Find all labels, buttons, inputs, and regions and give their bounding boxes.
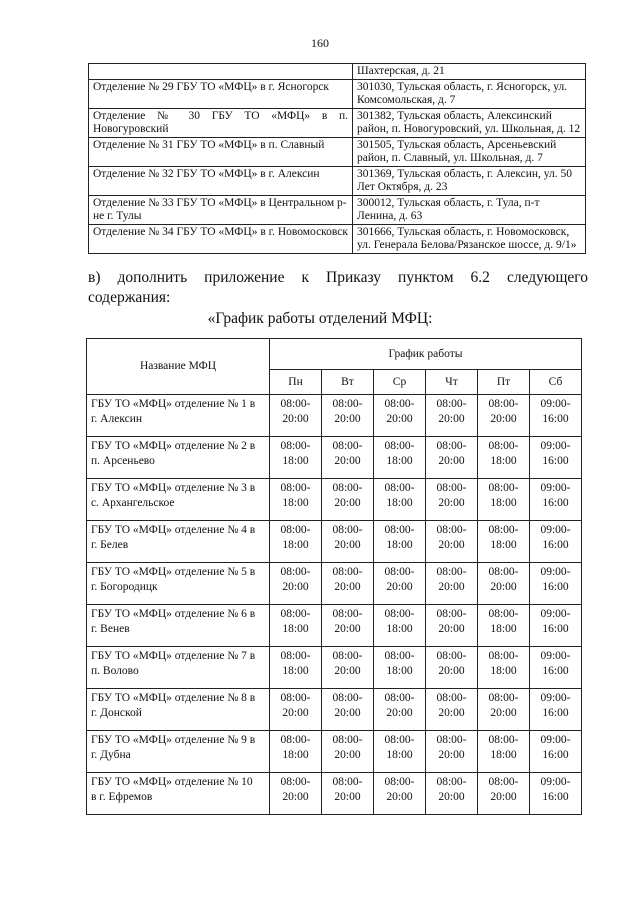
- schedule-time-cell: [426, 689, 478, 731]
- schedule-time-end: 20:00: [334, 539, 361, 551]
- schedule-time-end: 18:00: [490, 623, 517, 635]
- schedule-time-start: 08:00-: [488, 608, 519, 620]
- schedule-time-cell: [270, 563, 322, 605]
- schedule-time-end: 18:00: [282, 749, 309, 761]
- branch-name: Отделение № 32 ГБУ ТО «МФЦ» в г. Алексин: [89, 167, 353, 196]
- schedule-time-start: 08:00-: [332, 524, 363, 536]
- schedule-time-end: 20:00: [386, 581, 413, 593]
- schedule-time-cell: [374, 689, 426, 731]
- schedule-time-end: 20:00: [490, 707, 517, 719]
- schedule-day-header: Сб: [530, 370, 582, 395]
- branch-row: [89, 138, 586, 167]
- schedule-time-start: 08:00-: [488, 398, 519, 410]
- schedule-time-cell: [322, 731, 374, 773]
- schedule-time-start: 08:00-: [384, 734, 415, 746]
- schedule-time-end: 18:00: [490, 497, 517, 509]
- schedule-time-cell: [530, 437, 582, 479]
- schedule-time-start: 08:00-: [488, 482, 519, 494]
- branch-row: [89, 196, 586, 225]
- schedule-branch-name-line1: ГБУ ТО «МФЦ» отделение № 3 в: [91, 482, 256, 494]
- schedule-time-start: 08:00-: [280, 482, 311, 494]
- branch-address: 301369, Тульская область, г. Алексин, ул. 50 Лет Октября, д. 23: [353, 167, 586, 196]
- schedule-branch-name: [87, 605, 270, 647]
- schedule-time-end: 20:00: [334, 455, 361, 467]
- schedule-time-cell: [478, 521, 530, 563]
- schedule-time-cell: [374, 563, 426, 605]
- branch-row: [89, 109, 586, 138]
- schedule-time-start: 08:00-: [280, 524, 311, 536]
- schedule-time-end: 16:00: [542, 791, 569, 803]
- schedule-time-cell: [530, 479, 582, 521]
- schedule-time-start: 08:00-: [332, 692, 363, 704]
- schedule-time-cell: [270, 437, 322, 479]
- page-number: 160: [311, 36, 329, 50]
- schedule-time-cell: [270, 647, 322, 689]
- schedule-time-cell: [426, 647, 478, 689]
- schedule-branch-name: [87, 437, 270, 479]
- branch-address: 300012, Тульская область, г. Тула, п-т Ленина, д. 63: [353, 196, 586, 225]
- schedule-time-start: 08:00-: [436, 566, 467, 578]
- schedule-time-start: 09:00-: [540, 734, 571, 746]
- schedule-time-end: 16:00: [542, 455, 569, 467]
- schedule-time-end: 18:00: [386, 749, 413, 761]
- schedule-time-start: 08:00-: [332, 776, 363, 788]
- schedule-row: [87, 437, 582, 479]
- schedule-time-end: 18:00: [386, 539, 413, 551]
- schedule-time-cell: [270, 605, 322, 647]
- schedule-time-cell: [322, 647, 374, 689]
- schedule-row: [87, 731, 582, 773]
- branch-name: Отделение № 33 ГБУ ТО «МФЦ» в Центральном р-не г. Тулы: [89, 196, 353, 225]
- branch-name: Отделение № 34 ГБУ ТО «МФЦ» в г. Новомосковск: [89, 225, 353, 254]
- schedule-time-cell: [374, 647, 426, 689]
- schedule-day-header: Вт: [322, 370, 374, 395]
- schedule-time-end: 18:00: [490, 539, 517, 551]
- schedule-time-cell: [374, 521, 426, 563]
- schedule-time-start: 08:00-: [436, 440, 467, 452]
- schedule-time-end: 20:00: [438, 665, 465, 677]
- branch-address: 301382, Тульская область, Алексинский район, п. Новогуровский, ул. Школьная, д. 12: [353, 109, 586, 138]
- schedule-time-end: 18:00: [282, 497, 309, 509]
- schedule-time-cell: [322, 437, 374, 479]
- schedule-branch-name-line2: г. Донской: [91, 707, 142, 719]
- schedule-time-end: 20:00: [334, 623, 361, 635]
- branch-address: 301666, Тульская область, г. Новомосковск, ул. Генерала Белова/Рязанское шоссе, д. 9/1»: [353, 225, 586, 254]
- schedule-time-cell: [530, 521, 582, 563]
- branch-address: 301030, Тульская область, г. Ясногорск, ул. Комсомольская, д. 7: [353, 80, 586, 109]
- schedule-branch-name-line2: г. Алексин: [91, 413, 143, 425]
- branch-row: [89, 225, 586, 254]
- schedule-time-end: 20:00: [438, 581, 465, 593]
- schedule-time-cell: [374, 479, 426, 521]
- schedule-time-end: 20:00: [438, 455, 465, 467]
- schedule-time-cell: [478, 563, 530, 605]
- schedule-time-cell: [374, 437, 426, 479]
- schedule-row: [87, 563, 582, 605]
- branch-address-table: [88, 63, 586, 254]
- schedule-branch-name: [87, 773, 270, 815]
- schedule-time-cell: [530, 395, 582, 437]
- schedule-day-header: Пн: [270, 370, 322, 395]
- schedule-time-start: 08:00-: [280, 440, 311, 452]
- schedule-time-cell: [530, 731, 582, 773]
- schedule-time-start: 08:00-: [488, 734, 519, 746]
- schedule-time-cell: [426, 395, 478, 437]
- schedule-time-start: 08:00-: [436, 650, 467, 662]
- schedule-time-end: 18:00: [490, 749, 517, 761]
- schedule-time-end: 20:00: [334, 497, 361, 509]
- schedule-time-start: 09:00-: [540, 776, 571, 788]
- amendment-paragraph-line2: содержания:: [88, 289, 171, 306]
- schedule-time-end: 20:00: [386, 413, 413, 425]
- branch-name: Отделение № 30 ГБУ ТО «МФЦ» в п. Новогуровский: [89, 109, 353, 138]
- schedule-time-start: 08:00-: [332, 650, 363, 662]
- schedule-row: [87, 521, 582, 563]
- schedule-time-cell: [270, 521, 322, 563]
- schedule-time-end: 20:00: [282, 707, 309, 719]
- schedule-time-start: 08:00-: [436, 776, 467, 788]
- schedule-time-cell: [322, 521, 374, 563]
- schedule-time-cell: [374, 395, 426, 437]
- schedule-time-start: 08:00-: [280, 566, 311, 578]
- schedule-branch-name-line2: г. Богородицк: [91, 581, 158, 593]
- schedule-time-end: 18:00: [490, 455, 517, 467]
- schedule-name-header: Название МФЦ: [87, 339, 270, 395]
- schedule-time-start: 08:00-: [384, 524, 415, 536]
- schedule-time-start: 08:00-: [332, 608, 363, 620]
- schedule-group-header: График работы: [270, 339, 582, 370]
- schedule-time-cell: [270, 395, 322, 437]
- schedule-time-start: 08:00-: [384, 608, 415, 620]
- schedule-branch-name-line1: ГБУ ТО «МФЦ» отделение № 4 в: [91, 524, 256, 536]
- schedule-time-start: 08:00-: [488, 692, 519, 704]
- branch-name: Отделение № 31 ГБУ ТО «МФЦ» в п. Славный: [89, 138, 353, 167]
- schedule-time-end: 20:00: [438, 707, 465, 719]
- schedule-time-start: 08:00-: [384, 776, 415, 788]
- schedule-row: [87, 773, 582, 815]
- schedule-table: [86, 338, 582, 815]
- schedule-time-start: 09:00-: [540, 692, 571, 704]
- schedule-branch-name-line1: ГБУ ТО «МФЦ» отделение № 6 в: [91, 608, 256, 620]
- schedule-time-start: 08:00-: [384, 650, 415, 662]
- schedule-time-end: 16:00: [542, 497, 569, 509]
- schedule-time-cell: [478, 437, 530, 479]
- schedule-time-end: 20:00: [334, 413, 361, 425]
- schedule-time-end: 20:00: [438, 623, 465, 635]
- schedule-time-end: 18:00: [386, 665, 413, 677]
- schedule-time-start: 08:00-: [384, 440, 415, 452]
- schedule-time-cell: [478, 689, 530, 731]
- schedule-time-cell: [478, 647, 530, 689]
- schedule-time-end: 18:00: [282, 665, 309, 677]
- schedule-row: [87, 647, 582, 689]
- schedule-time-start: 08:00-: [280, 776, 311, 788]
- schedule-time-end: 20:00: [334, 791, 361, 803]
- schedule-time-cell: [426, 605, 478, 647]
- schedule-time-end: 18:00: [386, 623, 413, 635]
- schedule-time-cell: [270, 689, 322, 731]
- schedule-time-end: 20:00: [282, 581, 309, 593]
- schedule-time-start: 08:00-: [436, 692, 467, 704]
- schedule-title: «График работы отделений МФЦ:: [207, 310, 433, 327]
- schedule-time-start: 08:00-: [436, 608, 467, 620]
- schedule-time-cell: [322, 605, 374, 647]
- schedule-branch-name-line2: п. Волово: [91, 665, 139, 677]
- schedule-time-cell: [270, 731, 322, 773]
- schedule-branch-name-line1: ГБУ ТО «МФЦ» отделение № 5 в: [91, 566, 256, 578]
- schedule-branch-name-line1: ГБУ ТО «МФЦ» отделение № 2 в: [91, 440, 256, 452]
- schedule-time-start: 08:00-: [280, 734, 311, 746]
- schedule-time-start: 09:00-: [540, 650, 571, 662]
- schedule-time-end: 16:00: [542, 413, 569, 425]
- schedule-time-cell: [478, 731, 530, 773]
- schedule-time-start: 09:00-: [540, 524, 571, 536]
- schedule-time-end: 16:00: [542, 623, 569, 635]
- schedule-time-cell: [530, 689, 582, 731]
- schedule-branch-name-line1: ГБУ ТО «МФЦ» отделение № 10: [91, 776, 253, 788]
- schedule-row: [87, 395, 582, 437]
- schedule-day-header: Пт: [478, 370, 530, 395]
- schedule-branch-name-line2: г. Дубна: [91, 749, 131, 761]
- schedule-time-end: 20:00: [490, 413, 517, 425]
- schedule-day-header: Ср: [374, 370, 426, 395]
- schedule-time-cell: [426, 479, 478, 521]
- schedule-time-cell: [478, 479, 530, 521]
- schedule-time-end: 20:00: [438, 413, 465, 425]
- schedule-time-start: 09:00-: [540, 440, 571, 452]
- schedule-time-cell: [270, 773, 322, 815]
- schedule-time-end: 16:00: [542, 707, 569, 719]
- schedule-time-start: 08:00-: [280, 650, 311, 662]
- schedule-branch-name-line2: с. Архангельское: [91, 497, 175, 509]
- schedule-time-end: 20:00: [438, 497, 465, 509]
- schedule-time-end: 20:00: [490, 791, 517, 803]
- schedule-time-end: 20:00: [334, 665, 361, 677]
- schedule-time-cell: [426, 521, 478, 563]
- schedule-branch-name-line2: г. Венев: [91, 623, 130, 635]
- schedule-time-end: 20:00: [490, 581, 517, 593]
- schedule-time-end: 18:00: [386, 497, 413, 509]
- schedule-branch-name: [87, 395, 270, 437]
- schedule-branch-name: [87, 647, 270, 689]
- schedule-time-cell: [478, 395, 530, 437]
- schedule-time-end: 20:00: [334, 581, 361, 593]
- schedule-time-start: 08:00-: [384, 692, 415, 704]
- schedule-branch-name-line2: п. Арсеньево: [91, 455, 155, 467]
- schedule-time-start: 08:00-: [488, 566, 519, 578]
- schedule-time-end: 20:00: [438, 749, 465, 761]
- amendment-paragraph-line1: в) дополнить приложение к Приказу пунктом 6.2 следующего: [88, 269, 588, 286]
- schedule-time-end: 16:00: [542, 665, 569, 677]
- schedule-time-cell: [374, 731, 426, 773]
- schedule-time-start: 08:00-: [384, 566, 415, 578]
- schedule-time-cell: [530, 647, 582, 689]
- schedule-row: [87, 605, 582, 647]
- schedule-time-cell: [322, 563, 374, 605]
- schedule-time-start: 08:00-: [332, 566, 363, 578]
- schedule-branch-name-line2: в г. Ефремов: [91, 791, 153, 803]
- schedule-time-cell: [426, 563, 478, 605]
- schedule-time-start: 08:00-: [436, 482, 467, 494]
- schedule-time-end: 18:00: [386, 455, 413, 467]
- schedule-time-cell: [530, 605, 582, 647]
- schedule-time-cell: [322, 479, 374, 521]
- schedule-time-end: 20:00: [282, 413, 309, 425]
- schedule-time-end: 18:00: [282, 455, 309, 467]
- schedule-time-start: 08:00-: [280, 692, 311, 704]
- schedule-time-cell: [530, 773, 582, 815]
- schedule-branch-name-line2: г. Белев: [91, 539, 129, 551]
- schedule-time-start: 08:00-: [280, 608, 311, 620]
- schedule-branch-name: [87, 521, 270, 563]
- schedule-row: [87, 689, 582, 731]
- schedule-time-start: 08:00-: [488, 524, 519, 536]
- schedule-time-start: 08:00-: [332, 482, 363, 494]
- schedule-time-cell: [426, 731, 478, 773]
- schedule-branch-name: [87, 563, 270, 605]
- schedule-time-start: 08:00-: [384, 398, 415, 410]
- schedule-branch-name-line1: ГБУ ТО «МФЦ» отделение № 1 в: [91, 398, 256, 410]
- schedule-time-start: 08:00-: [332, 734, 363, 746]
- schedule-time-end: 18:00: [282, 623, 309, 635]
- schedule-time-cell: [270, 479, 322, 521]
- schedule-time-end: 20:00: [438, 791, 465, 803]
- schedule-time-start: 08:00-: [384, 482, 415, 494]
- schedule-branch-name: [87, 731, 270, 773]
- schedule-time-start: 09:00-: [540, 398, 571, 410]
- schedule-time-cell: [530, 563, 582, 605]
- schedule-time-start: 08:00-: [332, 398, 363, 410]
- schedule-time-end: 18:00: [282, 539, 309, 551]
- branch-name: Отделение № 29 ГБУ ТО «МФЦ» в г. Ясногорск: [89, 80, 353, 109]
- schedule-time-start: 08:00-: [436, 524, 467, 536]
- schedule-time-cell: [374, 773, 426, 815]
- schedule-time-end: 16:00: [542, 749, 569, 761]
- branch-row: [89, 64, 586, 80]
- schedule-time-start: 09:00-: [540, 566, 571, 578]
- schedule-day-header: Чт: [426, 370, 478, 395]
- schedule-time-start: 08:00-: [488, 776, 519, 788]
- schedule-time-start: 08:00-: [436, 398, 467, 410]
- schedule-branch-name-line1: ГБУ ТО «МФЦ» отделение № 8 в: [91, 692, 256, 704]
- schedule-time-end: 20:00: [334, 707, 361, 719]
- schedule-time-end: 20:00: [334, 749, 361, 761]
- schedule-time-cell: [426, 437, 478, 479]
- schedule-time-start: 08:00-: [332, 440, 363, 452]
- schedule-time-start: 08:00-: [488, 440, 519, 452]
- schedule-time-cell: [478, 773, 530, 815]
- schedule-time-end: 20:00: [386, 791, 413, 803]
- schedule-time-start: 09:00-: [540, 608, 571, 620]
- schedule-time-start: 08:00-: [280, 398, 311, 410]
- schedule-time-cell: [426, 773, 478, 815]
- schedule-time-start: 08:00-: [488, 650, 519, 662]
- schedule-branch-name-line1: ГБУ ТО «МФЦ» отделение № 7 в: [91, 650, 256, 662]
- schedule-branch-name: [87, 689, 270, 731]
- schedule-branch-name: [87, 479, 270, 521]
- schedule-branch-name-line1: ГБУ ТО «МФЦ» отделение № 9 в: [91, 734, 256, 746]
- schedule-time-end: 16:00: [542, 539, 569, 551]
- schedule-time-cell: [322, 773, 374, 815]
- schedule-time-end: 16:00: [542, 581, 569, 593]
- schedule-time-cell: [374, 605, 426, 647]
- schedule-time-cell: [322, 395, 374, 437]
- schedule-time-end: 20:00: [438, 539, 465, 551]
- branch-row: [89, 167, 586, 196]
- schedule-time-end: 20:00: [282, 791, 309, 803]
- schedule-time-cell: [322, 689, 374, 731]
- schedule-time-end: 18:00: [490, 665, 517, 677]
- schedule-time-end: 20:00: [386, 707, 413, 719]
- schedule-time-cell: [478, 605, 530, 647]
- branch-name: [89, 64, 353, 80]
- branch-address: 301505, Тульская область, Арсеньевский район, п. Славный, ул. Школьная, д. 7: [353, 138, 586, 167]
- branch-row: [89, 80, 586, 109]
- branch-address: Шахтерская, д. 21: [353, 64, 586, 80]
- schedule-time-start: 08:00-: [436, 734, 467, 746]
- schedule-row: [87, 479, 582, 521]
- schedule-time-start: 09:00-: [540, 482, 571, 494]
